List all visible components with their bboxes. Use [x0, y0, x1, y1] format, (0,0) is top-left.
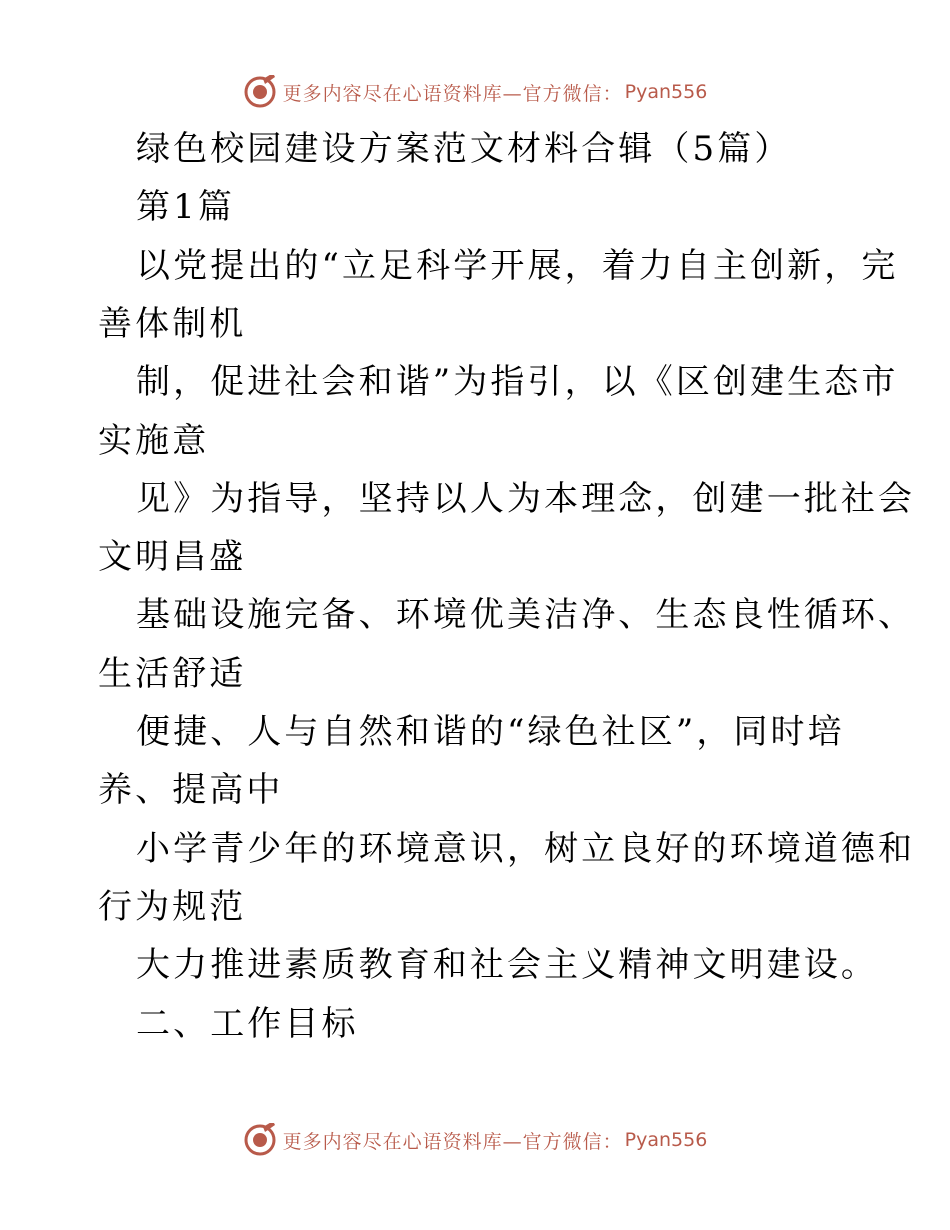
document-line: 大力推进素质教育和社会主义精神文明建设。 — [136, 945, 878, 986]
watermark-banner-bottom — [0, 1120, 950, 1160]
watermark-wechat-id: Pyan556 — [624, 81, 708, 103]
watermark-banner-top — [0, 72, 950, 112]
document-line: 见》为指导，坚持以人为本理念，创建一批社会 — [136, 478, 916, 519]
document-line: 行为规范 — [98, 886, 247, 927]
document-line: 制，促进社会和谐”为指引，以《区创建生态市 — [136, 362, 899, 403]
watermark-text: 更多内容尽在心语资料库—官方微信： — [282, 1130, 623, 1153]
document-line: 以党提出的“立足科学开展，着力自主创新，完 — [136, 245, 899, 286]
watermark-wechat-id: Pyan556 — [624, 1129, 708, 1151]
document-line: 生活舒适 — [98, 653, 247, 694]
document-line: 养、提高中 — [98, 770, 284, 811]
watermark-text: 更多内容尽在心语资料库—官方微信： — [282, 82, 623, 105]
document-line: 基础设施完备、环境优美洁净、生态良性循环、 — [136, 595, 916, 636]
document-line: 文明昌盛 — [98, 537, 247, 578]
document-line: 二、工作目标 — [136, 1003, 359, 1044]
pen-seal-icon — [243, 75, 277, 109]
document-line: 善体制机 — [98, 303, 247, 344]
document-line: 绿色校园建设方案范文材料合辑（5篇） — [136, 129, 792, 169]
document-line: 小学青少年的环境意识，树立良好的环境道德和 — [136, 828, 916, 869]
document-line: 便捷、人与自然和谐的“绿色社区”，同时培 — [136, 712, 845, 752]
document-line: 实施意 — [98, 420, 210, 461]
pen-seal-icon — [243, 1123, 277, 1157]
document-line: 第1篇 — [136, 187, 235, 228]
